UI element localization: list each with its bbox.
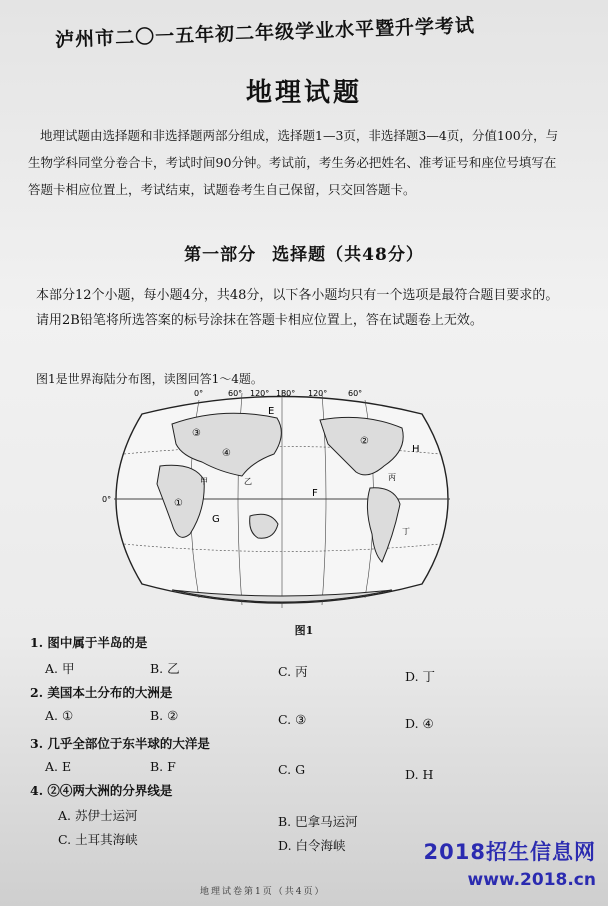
site-watermark (424, 836, 596, 890)
place-label-jia: 甲 (200, 477, 208, 486)
place-label-bing: 丙 (388, 473, 396, 482)
watermark-line-1: 2018招生信息网 (423, 840, 596, 864)
continent-label-2: ② (360, 436, 369, 447)
question-2-option-c: C. ③ (278, 712, 307, 727)
section-part: 第一部分 (184, 245, 257, 265)
question-3-option-b: B. F (150, 759, 176, 774)
exam-header: 泸州市二〇一五年初二年级学业水平暨升学考试 (54, 14, 476, 52)
lon-label-60e: 60° (228, 389, 243, 398)
exam-intro: 地理试题由选择题和非选择题两部分组成，选择题1—3页，非选择题3—4页，分值100分，与生物学科同堂分卷合卡，考试时间90分钟。考试前，考生务必把姓名、准考证号和座位号填写在答题卡相应位置上，考试结束，试题卷考生自己保留，只交回答题卡。 (28, 128, 559, 197)
ocean-label-e: E (268, 406, 275, 417)
lon-label-180: 180° (276, 389, 296, 398)
section-heading (0, 240, 608, 265)
question-3-option-c: C. G (278, 762, 306, 777)
question-3-option-d: D. H (405, 767, 434, 782)
question-2-stem: 2. 美国本土分布的大洲是 (30, 685, 173, 700)
ocean-label-g: G (212, 514, 220, 525)
question-2-option-a: A. ① (45, 708, 74, 723)
lon-label-0: 0° (194, 389, 204, 398)
lon-label-120e: 120° (250, 389, 270, 398)
question-1-option-b: B. 乙 (150, 661, 180, 676)
lat-label-0: 0° (102, 495, 112, 504)
figure-intro: 图1是世界海陆分布图，读图回答1～4题。 (36, 372, 263, 386)
question-4-option-b: B. 巴拿马运河 (278, 814, 358, 829)
question-2-option-b: B. ② (150, 708, 179, 723)
question-4-option-a: A. 苏伊士运河 (58, 808, 138, 823)
place-label-yi: 乙 (244, 477, 252, 486)
section-name: 选择题（共48分） (272, 245, 424, 265)
lon-label-120w: 120° (308, 389, 328, 398)
question-4-option-d: D. 白令海峡 (278, 838, 346, 853)
ocean-label-h: H (412, 444, 420, 455)
continent-label-4: ④ (222, 448, 231, 459)
continent-label-3: ③ (192, 428, 201, 439)
question-3-option-a: A. E (45, 759, 72, 774)
section-description: 本部分12个小题，每小题4分，共48分，以下各小题均只有一个选项是最符合题目要求的。请用2B铅笔将所选答案的标号涂抹在答题卡相应位置上，答在试题卷上无效。 (36, 288, 559, 328)
question-1-option-a: A. 甲 (45, 661, 75, 676)
world-map-figure (102, 384, 462, 614)
question-3-stem: 3. 几乎全部位于东半球的大洋是 (30, 736, 210, 751)
question-4-option-c: C. 土耳其海峡 (58, 832, 138, 847)
page-title: 地理试题 (245, 78, 362, 108)
continent-label-1: ① (174, 498, 183, 509)
figure-caption: 图1 (294, 624, 314, 637)
watermark-line-2: www.2018.cn (467, 870, 596, 890)
question-1-option-c: C. 丙 (278, 664, 308, 679)
question-1-stem: 1. 图中属于半岛的是 (30, 635, 148, 650)
place-label-ding: 丁 (402, 527, 410, 536)
question-2-option-d: D. ④ (405, 716, 434, 731)
page-footer-note: 地理试卷第1页（共4页） (200, 887, 326, 897)
question-4-stem: 4. ②④两大洲的分界线是 (30, 783, 173, 798)
lon-label-60w: 60° (348, 389, 363, 398)
ocean-label-f: F (312, 488, 318, 499)
question-1-option-d: D. 丁 (405, 669, 436, 684)
